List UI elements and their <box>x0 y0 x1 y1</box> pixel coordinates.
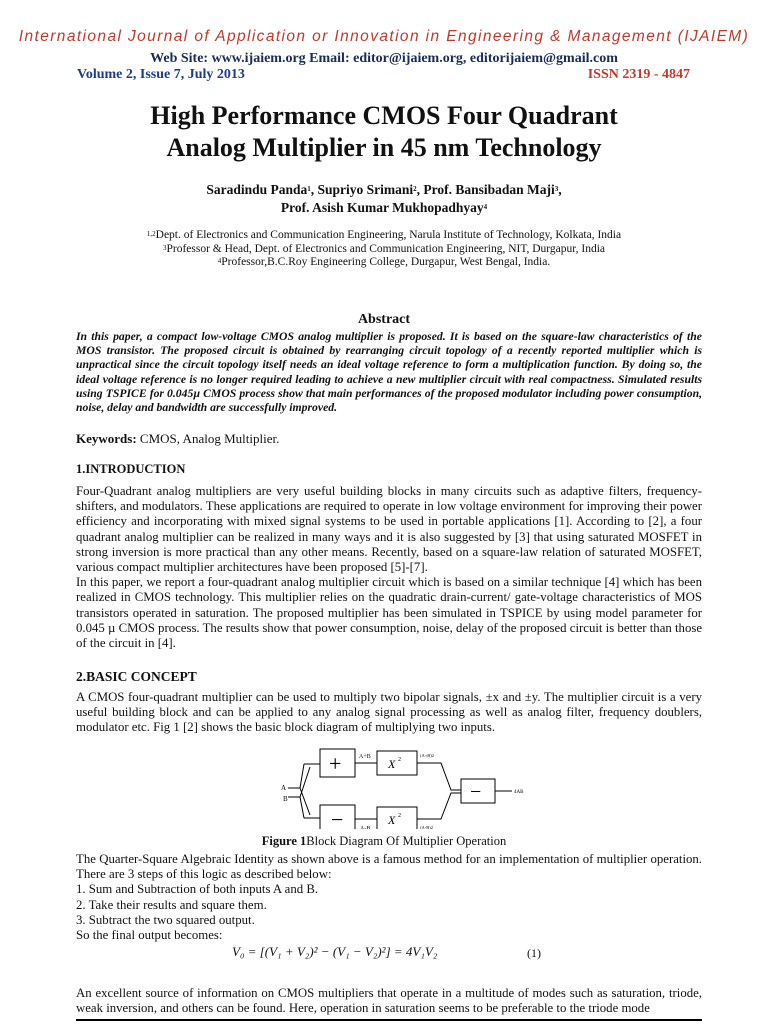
block-diagram <box>278 745 538 829</box>
affiliation-2-text: Professor & Head, Dept. of Electronics and Communication Engineering, NIT, Durgapur, India <box>166 242 606 255</box>
author-list <box>0 181 768 217</box>
step-1: 1. Sum and Subtraction of both inputs A and B. <box>76 882 319 897</box>
input-a-label: A <box>281 784 287 792</box>
affiliation-3-sup: 4 <box>217 257 222 265</box>
affiliation-1-text: Dept. of Electronics and Communication Engineering, Narula Institute of Technology, Kolkata, India <box>155 229 622 241</box>
upper-square-exp: 2 <box>398 757 401 763</box>
author-2-sup: 2 <box>413 185 417 193</box>
affiliation-3 <box>0 256 768 270</box>
title-line-1: High Performance CMOS Four Quadrant <box>150 101 618 130</box>
author-line-2 <box>0 199 768 217</box>
lower-square-symbol: X <box>388 813 396 827</box>
affiliation-2-sup: 3 <box>162 243 167 252</box>
affiliations <box>0 229 768 270</box>
upper-output-wire <box>417 763 461 790</box>
volume-issue: Volume 2, Issue 7, July 2013 <box>77 67 245 82</box>
author-1-sup: 1 <box>307 185 311 193</box>
author-3: , Prof. Bansibadan Maji <box>416 182 555 197</box>
basic-concept-paragraph: A CMOS four-quadrant multiplier can be used to multiply two bipolar signals, ±x and ±y. The multiplier circuit is a very useful building block and can be applied to any analog signal processing as well as analog filter, frequency doublers, modulator etc. Fig 1 [2] shows the basic block diagram of multiplying two inputs. <box>76 690 702 735</box>
lower-square-exp: 2 <box>398 813 401 819</box>
intro-paragraph-1: Four-Quadrant analog multipliers are very useful building blocks in many circuits such as adaptive filters, frequency-shifters, and modulators. These applications are required to operate in low voltage environment for improving their power efficiency and incorporating with mixed signal systems to be used in portable applications [1]. According to [2], a four quadrant analog multiplier can be realized in many ways and it is also suggested by [3] that using saturated MOSFET in strong inversion is more practical than any other means. Recently, based on a square-law relation of saturated MOSFET, various compact multiplier architectures have been proposed [5]-[7]. <box>76 484 702 575</box>
input-split-upper <box>300 764 304 788</box>
output-label: 4AB <box>514 790 524 795</box>
author-line-1 <box>0 181 768 199</box>
diff-squared-label: (A-B)2 <box>420 825 433 829</box>
affiliation-1 <box>0 229 768 243</box>
final-minus-symbol: − <box>470 781 482 803</box>
intro-body <box>76 484 702 651</box>
author-4: Prof. Asish Kumar Mukhopadhyay <box>280 200 484 215</box>
step-2: 2. Take their results and square them. <box>76 897 267 912</box>
diff-label: A-B <box>360 826 371 829</box>
equation-number: (1) <box>527 946 541 960</box>
intro-paragraph-2: In this paper, we report a four-quadrant analog multiplier circuit which is based on a similar technique [4] which has been realized in CMOS technology. This multiplier relies on the quadratic drain-current/ gate-voltage characteristics of MOS transistors operated in saturation. The proposed multiplier has been simulated in TSPICE by using model parameter for 0.045 µ CMOS process. The results show that power consumption, noise, delay of the proposed circuit is better than those of the circuit in [4]. <box>76 575 702 651</box>
author-1: Saradindu Panda <box>206 182 308 197</box>
basic-concept-heading: 2.BASIC CONCEPT <box>76 669 197 684</box>
affiliation-2 <box>0 243 768 257</box>
paper-title <box>0 100 768 164</box>
journal-website: Web Site: www.ijaiem.org Email: editor@ijaiem.org, editorijaiem@gmail.com <box>150 51 618 66</box>
footer-rule <box>76 1019 702 1021</box>
input-split-lower <box>300 797 304 818</box>
cmos-modes-paragraph: An excellent source of information on CMOS multipliers that operate in a multitude of modes such as saturation, triode, weak inversion, and others can be found. Here, operation in saturation seems to be preferable to the triode mode <box>76 986 702 1016</box>
minus-symbol: − <box>331 807 344 829</box>
upper-square-symbol: X <box>388 757 396 771</box>
intro-title: INTRODUCTION <box>85 462 186 476</box>
affiliation-1-sup: 1,2 <box>146 230 156 238</box>
issn: ISSN 2319 - 4847 <box>587 67 690 82</box>
equation-1: V₀ = [(V₁ + V₂)² − (V₁ − V₂)²] = 4V₁V₂ <box>232 944 438 959</box>
sum-squared-label: (A+B)2 <box>420 753 435 758</box>
author-separator: , <box>558 182 562 197</box>
upper-squarer-block <box>377 751 417 775</box>
figure-caption <box>0 834 768 849</box>
author-2: , Supriyo Srimani <box>310 182 414 197</box>
final-output-intro: So the final output becomes: <box>76 928 223 943</box>
intro-heading <box>76 462 185 477</box>
journal-name: International Journal of Application or Innovation in Engineering & Management (IJAIEM) <box>18 28 750 45</box>
lower-output-wire <box>417 793 461 819</box>
quarter-square-paragraph: The Quarter-Square Algebraic Identity as shown above is a famous method for an implementation of multiplier operation. There are 3 steps of this logic as described below: <box>76 852 702 882</box>
plus-symbol: + <box>329 751 342 776</box>
title-line-2: Analog Multiplier in 45 nm Technology <box>166 133 602 162</box>
keywords-label: Keywords: <box>76 431 137 446</box>
figure-caption-text: Block Diagram Of Multiplier Operation <box>306 834 507 848</box>
sum-label: A+B <box>359 754 371 760</box>
keywords-text: CMOS, Analog Multiplier. <box>136 431 280 446</box>
affiliation-3-text: Professor,B.C.Roy Engineering College, Durgapur, West Bengal, India. <box>221 256 551 268</box>
lower-squarer-block <box>377 807 417 829</box>
abstract-heading: Abstract <box>357 312 411 327</box>
input-b-label: B <box>283 795 288 803</box>
keywords <box>76 431 279 447</box>
quarter-square-section <box>76 852 702 943</box>
abstract-text: In this paper, a compact low-voltage CMOS analog multiplier is proposed. It is based on the square-law characteristics of the MOS transistor. The proposed circuit is obtained by rearranging circuit topology of a recently reported multiplier which is unpractical since the circuit topology itself needs an ideal voltage reference to form a multiplication function. By doing so, the ideal voltage reference is no longer required leading to achieve a new multiplier circuit with real compactness. Simulated results using TSPICE for 0.045µ CMOS process show that main performances of the proposed modulator including power consumption, noise, delay and bandwidth are successfully improved. <box>76 330 702 415</box>
author-4-sup: 4 <box>483 203 488 211</box>
author-3-sup: 3 <box>554 185 559 193</box>
figure-caption-label: Figure 1 <box>261 834 307 848</box>
step-3: 3. Subtract the two squared output. <box>76 912 255 927</box>
intro-number: 1. <box>76 462 86 476</box>
